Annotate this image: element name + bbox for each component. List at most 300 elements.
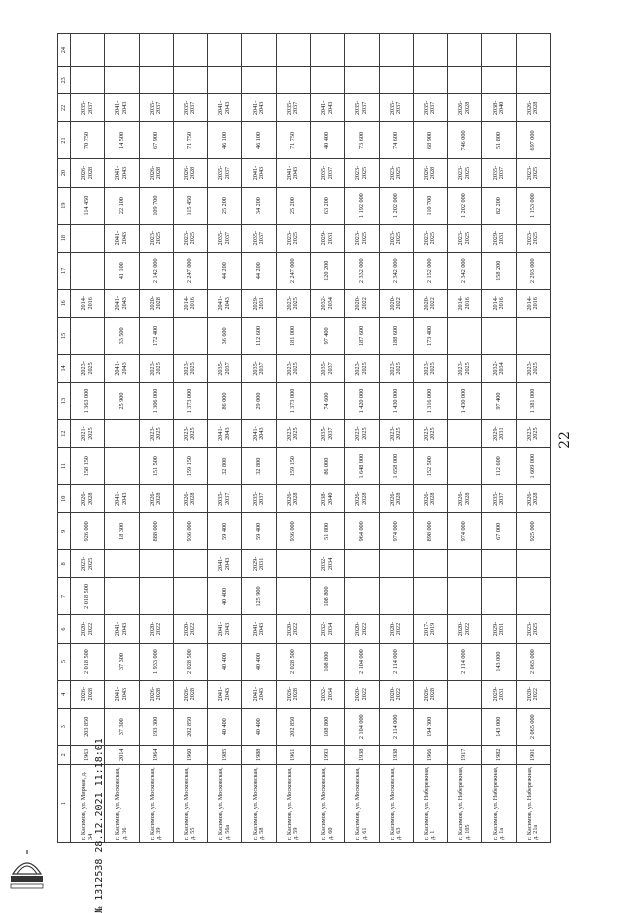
table-cell: 926 000 <box>71 513 105 550</box>
table-cell: 1 648 000 <box>345 448 379 485</box>
table-cell: 898 000 <box>413 513 447 550</box>
address-cell: г. Касимов, ул. Московская, д. 59 <box>276 764 310 842</box>
table-cell <box>310 67 344 94</box>
table-cell: 2020-2022 <box>448 615 482 643</box>
table-cell: 2023-2025 <box>139 224 173 252</box>
table-cell: 14 500 <box>105 122 139 159</box>
table-cell: 1938 <box>345 745 379 764</box>
table-cell: 925 000 <box>516 513 550 550</box>
table-cell: 2035-2037 <box>276 94 310 122</box>
table-cell: 2041-2043 <box>242 615 276 643</box>
table-cell: 2026-2028 <box>71 159 105 187</box>
table-cell: 2035-2037 <box>379 94 413 122</box>
table-cell <box>516 550 550 578</box>
table-cell <box>105 578 139 615</box>
table-cell <box>242 67 276 94</box>
table-cell <box>105 420 139 448</box>
table-cell: 2020-2022 <box>71 615 105 643</box>
table-cell: 2029-2031 <box>482 224 516 252</box>
rotated-table-wrapper <box>57 33 551 843</box>
table-cell <box>516 34 550 67</box>
table-cell: 2014-2016 <box>71 289 105 317</box>
table-cell: 2029-2031 <box>242 550 276 578</box>
table-row <box>310 34 344 843</box>
column-number-header: 1 <box>58 764 71 842</box>
table-cell: 2035-2037 <box>242 224 276 252</box>
table-cell: 40 400 <box>208 643 242 680</box>
table-cell: 2 065 000 <box>516 643 550 680</box>
table-cell: 2 028 500 <box>276 643 310 680</box>
table-cell: 2041-2043 <box>105 159 139 187</box>
table-cell: 2023-2025 <box>139 354 173 382</box>
table-row <box>448 34 482 843</box>
table-cell: 25 900 <box>105 382 139 419</box>
table-cell: 181 000 <box>276 317 310 354</box>
table-cell: 2 065 000 <box>516 708 550 745</box>
table-cell: 1 430 000 <box>379 382 413 419</box>
table-cell: 2023-2025 <box>413 224 447 252</box>
table-cell: 29 000 <box>242 382 276 419</box>
column-number-header: 15 <box>58 317 71 354</box>
table-cell: 152 500 <box>413 448 447 485</box>
table-cell: 2 332 000 <box>345 252 379 289</box>
table-cell: 1 373 000 <box>276 382 310 419</box>
table-cell: 936 000 <box>173 513 207 550</box>
table-cell: 2020-2022 <box>379 680 413 708</box>
table-cell: 2035-2037 <box>345 94 379 122</box>
table-cell: 151 500 <box>139 448 173 485</box>
table-cell: 2023-2025 <box>173 420 207 448</box>
table-cell: 2035-2037 <box>208 485 242 513</box>
table-cell: 2041-2043 <box>105 94 139 122</box>
table-cell: 73 600 <box>345 122 379 159</box>
table-cell: 2026-2028 <box>139 680 173 708</box>
table-cell: 2041-2043 <box>105 680 139 708</box>
table-cell: 159 150 <box>173 448 207 485</box>
table-cell: 2020-2022 <box>379 615 413 643</box>
table-cell <box>276 550 310 578</box>
table-cell: 2035-2037 <box>208 224 242 252</box>
table-cell: 2023-2025 <box>276 354 310 382</box>
table-cell: 2026-2028 <box>448 485 482 513</box>
table-cell: 110 700 <box>413 187 447 224</box>
table-cell: 108 800 <box>310 643 344 680</box>
table-cell: 2026-2028 <box>71 680 105 708</box>
table-cell: 2 018 500 <box>71 578 105 615</box>
address-cell: г. Касимов, ул. Московская, д. 61 <box>345 764 379 842</box>
table-cell: 2 293 000 <box>516 252 550 289</box>
table-cell: 2023-2025 <box>379 420 413 448</box>
table-cell: 2041-2043 <box>242 94 276 122</box>
table-cell: 2041-2043 <box>242 159 276 187</box>
column-number-header: 10 <box>58 485 71 513</box>
table-cell: 2026-2028 <box>379 485 413 513</box>
table-cell: 32 800 <box>208 448 242 485</box>
table-cell <box>173 550 207 578</box>
table-cell: 108 800 <box>310 708 344 745</box>
table-cell: 1964 <box>139 745 173 764</box>
address-cell: г. Касимов, ул. Набережная, д. 21а <box>516 764 550 842</box>
table-cell: 2 152 000 <box>413 252 447 289</box>
table-row <box>71 34 105 843</box>
table-cell: 2038-2040 <box>482 94 516 122</box>
table-cell <box>71 34 105 67</box>
table-cell: 974 000 <box>379 513 413 550</box>
table-cell: 2023-2025 <box>379 224 413 252</box>
table-cell <box>345 67 379 94</box>
table-cell: 2023-2025 <box>516 354 550 382</box>
table-cell: 2026-2028 <box>276 485 310 513</box>
table-cell: 2020-2022 <box>345 289 379 317</box>
table-cell: 112 600 <box>242 317 276 354</box>
table-cell <box>379 578 413 615</box>
table-cell: 2029-2031 <box>482 615 516 643</box>
table-cell <box>413 34 447 67</box>
table-cell: 1960 <box>173 745 207 764</box>
table-cell: 2020-2022 <box>516 680 550 708</box>
address-cell: г. Касимов, ул. Московская, д. 39 <box>139 764 173 842</box>
table-cell <box>413 67 447 94</box>
table-cell <box>379 550 413 578</box>
table-cell: 82 200 <box>482 187 516 224</box>
table-cell: 2041-2043 <box>105 354 139 382</box>
table-cell: 59 400 <box>208 513 242 550</box>
table-cell: 86 000 <box>208 382 242 419</box>
table-cell: 2026-2028 <box>139 159 173 187</box>
registry-logo-stamp-icon <box>7 848 47 892</box>
column-number-header: 24 <box>58 34 71 67</box>
table-cell: 2014-2016 <box>516 289 550 317</box>
table-cell: 173 400 <box>413 317 447 354</box>
table-cell: 2032-2034 <box>310 615 344 643</box>
table-cell: 936 000 <box>276 513 310 550</box>
table-cell <box>71 67 105 94</box>
table-cell: 86 000 <box>310 448 344 485</box>
table-cell <box>71 317 105 354</box>
table-cell: 2020-2022 <box>379 289 413 317</box>
table-cell: 1 933 000 <box>139 643 173 680</box>
table-cell: 32 800 <box>242 448 276 485</box>
table-cell: 697 000 <box>516 122 550 159</box>
table-cell: 2029-2031 <box>242 289 276 317</box>
table-cell <box>105 67 139 94</box>
table-header-row <box>58 34 71 843</box>
table-cell <box>379 34 413 67</box>
table-cell <box>516 317 550 354</box>
table-cell: 2026-2028 <box>71 485 105 513</box>
table-cell <box>105 34 139 67</box>
table-cell: 2026-2028 <box>139 485 173 513</box>
table-cell: 2035-2037 <box>310 354 344 382</box>
table-cell: 2023-2025 <box>173 224 207 252</box>
table-cell: 2014 <box>105 745 139 764</box>
table-cell: 143 000 <box>482 643 516 680</box>
table-cell: 2020-2028 <box>139 289 173 317</box>
column-number-header: 22 <box>58 94 71 122</box>
table-cell: 1 658 000 <box>379 448 413 485</box>
table-cell <box>276 34 310 67</box>
table-cell: 2035-2037 <box>173 94 207 122</box>
table-cell: 193 300 <box>139 708 173 745</box>
table-cell: 159 150 <box>276 448 310 485</box>
table-cell: 2041-2043 <box>208 550 242 578</box>
table-cell: 67 900 <box>139 122 173 159</box>
table-cell <box>71 224 105 252</box>
table-cell <box>448 34 482 67</box>
table-cell <box>345 34 379 67</box>
table-cell: 974 000 <box>448 513 482 550</box>
table-cell: 1966 <box>413 745 447 764</box>
table-cell <box>482 34 516 67</box>
table-cell <box>413 643 447 680</box>
table-cell <box>173 34 207 67</box>
table-cell: 108 800 <box>310 578 344 615</box>
table-cell: 2035-2037 <box>208 159 242 187</box>
table-cell: 97 400 <box>310 317 344 354</box>
table-cell: 2020-2022 <box>413 289 447 317</box>
table-cell: 187 600 <box>345 317 379 354</box>
table-cell: 2014-2016 <box>173 289 207 317</box>
table-cell <box>413 578 447 615</box>
table-cell: 71 750 <box>276 122 310 159</box>
table-cell: 40 400 <box>242 643 276 680</box>
column-number-header: 21 <box>58 122 71 159</box>
table-cell: 2 028 500 <box>173 643 207 680</box>
table-cell: 74 600 <box>310 382 344 419</box>
table-cell: 2017-2019 <box>413 615 447 643</box>
address-cell: г. Касимов, ул. Набережная, д. 1 <box>413 764 447 842</box>
table-cell <box>448 67 482 94</box>
table-cell: 1 609 000 <box>516 448 550 485</box>
table-cell <box>71 252 105 289</box>
table-cell: 2035-2037 <box>242 354 276 382</box>
table-cell: 1 316 000 <box>413 382 447 419</box>
table-cell: 40 400 <box>242 708 276 745</box>
address-cell: г. Касимов, ул. Московская, д. 60 <box>310 764 344 842</box>
table-cell: 2023-2025 <box>345 354 379 382</box>
table-cell: 2035-2037 <box>139 94 173 122</box>
table-cell <box>139 550 173 578</box>
table-cell: 36 600 <box>208 317 242 354</box>
address-cell: г. Касимов, ул. Московская, д. 36 <box>105 764 139 842</box>
table-cell: 172 400 <box>139 317 173 354</box>
page-number: 22 <box>557 431 573 449</box>
table-cell <box>208 34 242 67</box>
table-cell: 2026-2028 <box>516 485 550 513</box>
table-cell: 2041-2043 <box>208 615 242 643</box>
table-cell: 2041-2043 <box>208 289 242 317</box>
table-cell: 1 381 000 <box>516 382 550 419</box>
table-cell <box>139 67 173 94</box>
table-row <box>105 34 139 843</box>
table-cell: 37 300 <box>105 643 139 680</box>
table-cell: 2014-2016 <box>448 289 482 317</box>
table-cell: 2 342 000 <box>448 252 482 289</box>
table-cell: 2026-2028 <box>413 159 447 187</box>
table-cell: 2 114 000 <box>448 643 482 680</box>
table-cell: 2023-2025 <box>276 289 310 317</box>
table-cell: 2041-2043 <box>105 485 139 513</box>
table-cell <box>448 317 482 354</box>
column-number-header: 17 <box>58 252 71 289</box>
table-cell: 2023-2025 <box>516 615 550 643</box>
table-cell: 188 600 <box>379 317 413 354</box>
table-cell: 2041-2043 <box>242 420 276 448</box>
table-cell: 1 153 000 <box>516 187 550 224</box>
table-cell: 25 200 <box>276 187 310 224</box>
table-cell: 2035-2037 <box>310 420 344 448</box>
table-cell <box>448 708 482 745</box>
table-cell: 22 100 <box>105 187 139 224</box>
table-cell: 40 400 <box>208 708 242 745</box>
table-cell: 2029-2031 <box>482 420 516 448</box>
table-cell: 2014-2016 <box>482 289 516 317</box>
table-cell <box>379 67 413 94</box>
table-cell <box>276 578 310 615</box>
table-cell: 125 900 <box>242 578 276 615</box>
table-cell: 2032-2034 <box>310 550 344 578</box>
table-cell: 44 200 <box>208 252 242 289</box>
table-cell: 964 000 <box>345 513 379 550</box>
table-cell: 2023-2025 <box>516 420 550 448</box>
table-cell: 1938 <box>379 745 413 764</box>
table-cell: 33 500 <box>105 317 139 354</box>
table-cell <box>482 578 516 615</box>
table-cell: 2023-2025 <box>71 354 105 382</box>
table-cell: 2035-2037 <box>310 159 344 187</box>
table-cell <box>448 420 482 448</box>
table-cell <box>413 550 447 578</box>
table-cell: 2023-2025 <box>413 420 447 448</box>
table-cell <box>276 67 310 94</box>
column-number-header: 3 <box>58 708 71 745</box>
table-cell: 109 700 <box>139 187 173 224</box>
table-row <box>208 34 242 843</box>
table-body <box>71 34 551 843</box>
table-cell: 2023-2025 <box>379 354 413 382</box>
table-cell: 2 114 000 <box>379 708 413 745</box>
table-cell: 2023-2025 <box>345 224 379 252</box>
table-cell: 2021-2025 <box>71 420 105 448</box>
table-cell <box>173 317 207 354</box>
table-cell: 1 420 000 <box>345 382 379 419</box>
table-cell: 158 150 <box>71 448 105 485</box>
table-cell: 203 850 <box>71 708 105 745</box>
table-cell <box>482 67 516 94</box>
table-cell: 2026-2028 <box>448 94 482 122</box>
table-cell <box>482 550 516 578</box>
table-cell: 51 800 <box>310 513 344 550</box>
table-cell <box>516 67 550 94</box>
table-cell <box>345 550 379 578</box>
table-cell: 2041-2043 <box>242 680 276 708</box>
table-cell: 2026-2028 <box>413 485 447 513</box>
column-number-header: 13 <box>58 382 71 419</box>
table-cell: 1988 <box>242 745 276 764</box>
address-cell: г. Касимов, ул. Набережная, д. 1а <box>482 764 516 842</box>
table-cell: 194 300 <box>413 708 447 745</box>
address-cell: г. Касимов, ул. Московская, д. 56а <box>208 764 242 842</box>
column-number-header: 6 <box>58 615 71 643</box>
column-number-header: 23 <box>58 67 71 94</box>
table-cell: 68 900 <box>413 122 447 159</box>
column-number-header: 8 <box>58 550 71 578</box>
table-cell: 2 247 000 <box>276 252 310 289</box>
table-cell: 1 202 000 <box>379 187 413 224</box>
table-cell: 18 300 <box>105 513 139 550</box>
table-cell: 2020-2022 <box>345 680 379 708</box>
table-cell: 1 430 000 <box>448 382 482 419</box>
table-cell: 44 200 <box>242 252 276 289</box>
table-cell: 70 750 <box>71 122 105 159</box>
table-cell <box>173 578 207 615</box>
table-cell: 2032-2034 <box>482 354 516 382</box>
table-cell: 2 342 000 <box>379 252 413 289</box>
table-cell: 1 306 000 <box>139 382 173 419</box>
table-cell: 120 200 <box>310 252 344 289</box>
table-row <box>516 34 550 843</box>
column-number-header: 12 <box>58 420 71 448</box>
table-cell: 2041-2043 <box>105 615 139 643</box>
table-cell: 2035-2037 <box>413 94 447 122</box>
table-cell: 2032-2034 <box>310 680 344 708</box>
table-cell <box>139 578 173 615</box>
address-cell: г. Касимов, ул. Московская, д. 58 <box>242 764 276 842</box>
table-cell: 46 100 <box>242 122 276 159</box>
table-cell: 34 200 <box>242 187 276 224</box>
table-cell: 74 600 <box>379 122 413 159</box>
address-cell: г. Касимов, ул. Московская, д. 63 <box>379 764 413 842</box>
table-cell: 2023-2025 <box>379 159 413 187</box>
table-cell: 1 373 000 <box>173 382 207 419</box>
table-cell: 2041-2043 <box>208 94 242 122</box>
table-cell <box>448 680 482 708</box>
table-row <box>242 34 276 843</box>
table-cell: 1 363 000 <box>71 382 105 419</box>
column-number-header: 11 <box>58 448 71 485</box>
table-cell <box>482 317 516 354</box>
table-cell <box>173 67 207 94</box>
table-cell: 1985 <box>208 745 242 764</box>
table-cell: 2023-2025 <box>345 420 379 448</box>
table-cell: 202 850 <box>276 708 310 745</box>
table-row <box>379 34 413 843</box>
table-cell: 888 000 <box>139 513 173 550</box>
table-cell: 2020-2022 <box>345 615 379 643</box>
table-cell: 2026-2028 <box>173 485 207 513</box>
table-cell: 2023-2025 <box>448 354 482 382</box>
table-cell: 2041-2043 <box>105 289 139 317</box>
table-cell: 2026-2028 <box>276 680 310 708</box>
table-cell <box>345 578 379 615</box>
table-cell: 2023-2025 <box>516 159 550 187</box>
table-row <box>482 34 516 843</box>
table-cell: 2035-2037 <box>71 94 105 122</box>
table-row <box>276 34 310 843</box>
table-cell: 143 000 <box>482 708 516 745</box>
column-number-header: 16 <box>58 289 71 317</box>
column-number-header: 18 <box>58 224 71 252</box>
table-cell: 746 000 <box>448 122 482 159</box>
column-number-header: 20 <box>58 159 71 187</box>
table-row <box>413 34 447 843</box>
table-cell: 2035-2037 <box>242 485 276 513</box>
table-cell: 1901 <box>516 745 550 764</box>
table-cell: 2023-2025 <box>413 354 447 382</box>
table-row <box>345 34 379 843</box>
table-cell: 2 018 500 <box>71 643 105 680</box>
table-cell <box>448 550 482 578</box>
